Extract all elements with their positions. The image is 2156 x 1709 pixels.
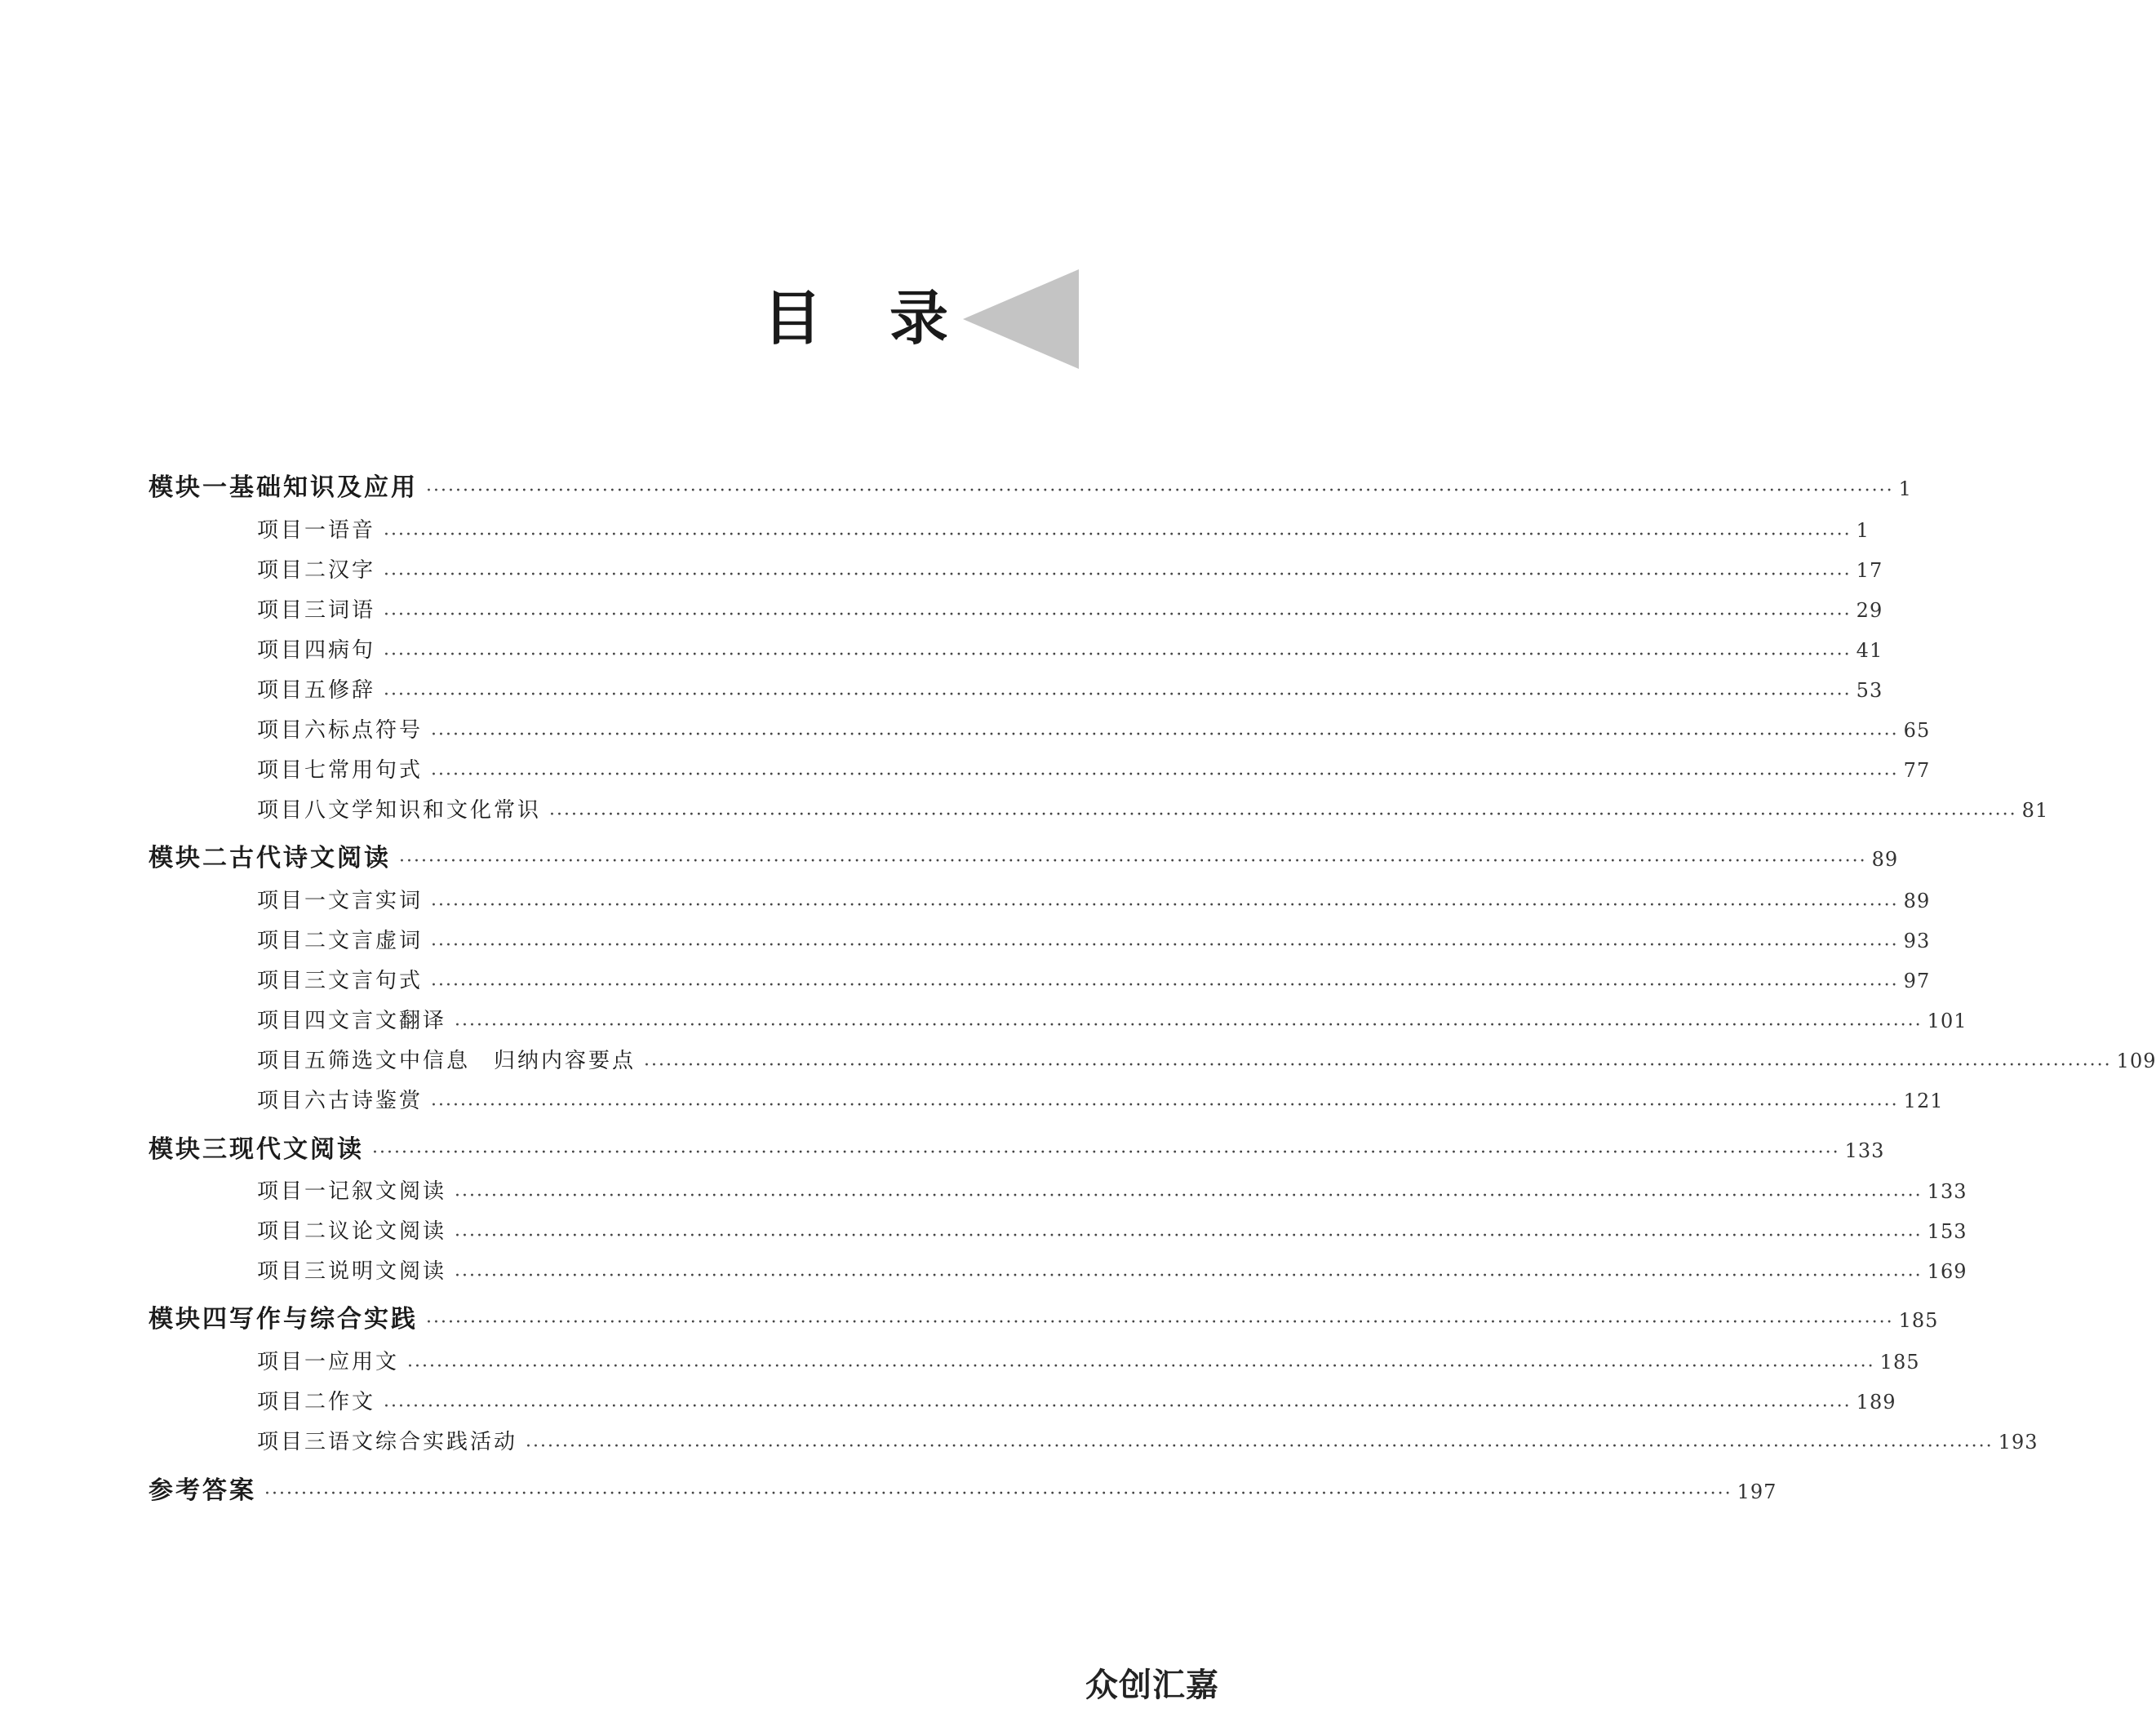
- dot-leader: ········································································································································································································: [431, 1094, 1899, 1116]
- page-number: 89: [1871, 848, 1899, 871]
- item-title: 议论文阅读: [328, 1219, 447, 1244]
- dot-leader: ········································································································································································································: [384, 644, 1852, 665]
- dot-leader: ········································································································································································································: [644, 1054, 2112, 1076]
- module-number: 模块四: [149, 1305, 229, 1334]
- toc-item-row: [257, 593, 1883, 625]
- toc-module-row: [149, 467, 1912, 503]
- item-number: 项目四: [257, 638, 329, 663]
- toc-item-row: [257, 1345, 1920, 1377]
- item-title: 文言实词: [328, 889, 424, 913]
- item-title: 应用文: [328, 1350, 400, 1374]
- item-title: 语文综合实践活动: [328, 1430, 518, 1454]
- item-number: 项目八: [257, 798, 329, 823]
- item-title: 文学知识和文化常识: [328, 798, 542, 823]
- toc-item-row: [257, 1174, 1967, 1206]
- toc-item-row: [257, 633, 1883, 665]
- toc-module-row: [149, 1298, 1939, 1334]
- dot-leader: ········································································································································································································: [384, 524, 1852, 545]
- toc-item-row: [257, 1044, 2156, 1076]
- item-title: 修辞: [328, 678, 376, 703]
- page-number: 101: [1927, 1010, 1967, 1032]
- toc-item-row: [257, 713, 1931, 745]
- toc-item-row: [257, 1214, 1967, 1246]
- dot-leader: ········································································································································································································: [384, 684, 1852, 705]
- module-title: 参考答案: [149, 1476, 256, 1505]
- page-number: 17: [1856, 559, 1883, 582]
- toc-item-row: [257, 1385, 1896, 1417]
- module-number: 模块一: [149, 473, 229, 502]
- item-number: 项目三: [257, 1430, 329, 1454]
- item-number: 项目二: [257, 1390, 329, 1414]
- toc-module-row: [149, 1129, 1885, 1165]
- item-number: 项目一: [257, 1350, 329, 1374]
- item-title: 文言句式: [328, 969, 424, 993]
- item-title: 筛选文中信息 归纳内容要点: [328, 1049, 637, 1073]
- page-number: 109: [2116, 1050, 2156, 1072]
- item-number: 项目三: [257, 969, 329, 993]
- toc-item-row: [257, 553, 1883, 585]
- module-title: 基础知识及应用: [229, 473, 418, 502]
- item-number: 项目一: [257, 1179, 329, 1204]
- toc-item-row: [257, 793, 2049, 825]
- page-number: 65: [1903, 719, 1931, 742]
- item-title: 常用句式: [328, 758, 424, 783]
- item-number: 项目五: [257, 1049, 329, 1073]
- dot-leader: ········································································································································································································: [384, 604, 1852, 625]
- watermark-logo: 众创汇嘉: [1085, 1667, 1219, 1704]
- toc-item-row: [257, 513, 1870, 545]
- page-number: 53: [1856, 679, 1883, 702]
- page-number: 1: [1856, 519, 1870, 542]
- item-title: 词语: [328, 598, 376, 623]
- item-title: 汉字: [328, 558, 376, 583]
- dot-leader: ········································································································································································································: [372, 1143, 1840, 1163]
- page-number: 197: [1737, 1480, 1777, 1503]
- page-number: 189: [1856, 1391, 1896, 1414]
- dot-leader: ········································································································································································································: [455, 1225, 1923, 1246]
- toc-item-row: [257, 884, 1931, 916]
- dot-leader: ········································································································································································································: [526, 1436, 1994, 1457]
- item-number: 项目五: [257, 678, 329, 703]
- page-number: 81: [2021, 799, 2049, 822]
- item-title: 病句: [328, 638, 376, 663]
- dot-leader: ········································································································································································································: [431, 894, 1899, 916]
- module-title: 写作与综合实践: [229, 1305, 418, 1334]
- dot-leader: ········································································································································································································: [399, 851, 1867, 872]
- item-number: 项目三: [257, 598, 329, 623]
- item-number: 项目六: [257, 718, 329, 743]
- module-title: 古代诗文阅读: [229, 844, 391, 872]
- dot-leader: ········································································································································································································: [455, 1265, 1923, 1286]
- page-number: 93: [1903, 930, 1931, 952]
- page-number: 185: [1898, 1309, 1939, 1332]
- dot-leader: ········································································································································································································: [264, 1484, 1732, 1504]
- dot-leader: ········································································································································································································: [426, 481, 1894, 501]
- toc-item-row: [257, 1425, 2038, 1457]
- page-number: 97: [1903, 970, 1931, 992]
- toc-module-row: [149, 1470, 1777, 1506]
- item-number: 项目六: [257, 1089, 329, 1113]
- toc-item-row: [257, 1084, 1944, 1116]
- item-number: 项目四: [257, 1009, 329, 1033]
- item-title: 作文: [328, 1390, 376, 1414]
- dot-leader: ········································································································································································································: [549, 804, 2017, 825]
- dot-leader: ········································································································································································································: [455, 1014, 1923, 1036]
- title-char-2: 录: [889, 284, 949, 353]
- dot-leader: ········································································································································································································: [431, 974, 1899, 996]
- module-number: 模块三: [149, 1135, 229, 1164]
- page-number: 133: [1844, 1139, 1885, 1162]
- toc-item-row: [257, 1004, 1967, 1036]
- item-number: 项目二: [257, 558, 329, 583]
- title-char-1: 目: [763, 284, 823, 353]
- item-title: 说明文阅读: [328, 1259, 447, 1284]
- dot-leader: ········································································································································································································: [426, 1312, 1894, 1333]
- page-number: 193: [1998, 1431, 2038, 1454]
- item-number: 项目三: [257, 1259, 329, 1284]
- page-number: 133: [1927, 1180, 1967, 1203]
- page-number: 185: [1879, 1351, 1920, 1374]
- toc-item-row: [257, 924, 1931, 956]
- page-number: 41: [1856, 639, 1883, 662]
- dot-leader: ········································································································································································································: [384, 1396, 1852, 1417]
- page-number: 121: [1903, 1090, 1944, 1112]
- item-number: 项目一: [257, 889, 329, 913]
- item-number: 项目二: [257, 929, 329, 953]
- page-number: 29: [1856, 599, 1883, 622]
- toc-item-row: [257, 753, 1931, 785]
- item-title: 文言虚词: [328, 929, 424, 953]
- dot-leader: ········································································································································································································: [455, 1185, 1923, 1206]
- module-title: 现代文阅读: [229, 1135, 364, 1164]
- dot-leader: ········································································································································································································: [431, 764, 1899, 785]
- item-title: 标点符号: [328, 718, 424, 743]
- toc-item-row: [257, 673, 1883, 705]
- item-number: 项目一: [257, 518, 329, 543]
- page-number: 153: [1927, 1220, 1967, 1243]
- page-number: 169: [1927, 1260, 1967, 1283]
- item-number: 项目二: [257, 1219, 329, 1244]
- item-title: 语音: [328, 518, 376, 543]
- toc-item-row: [257, 1254, 1967, 1286]
- dot-leader: ········································································································································································································: [431, 934, 1899, 956]
- page-number: 1: [1898, 477, 1912, 500]
- item-title: 古诗鉴赏: [328, 1089, 424, 1113]
- item-number: 项目七: [257, 758, 329, 783]
- dot-leader: ········································································································································································································: [384, 564, 1852, 585]
- item-title: 记叙文阅读: [328, 1179, 447, 1204]
- page-number: 77: [1903, 759, 1931, 782]
- page-number: 89: [1903, 890, 1931, 912]
- module-number: 模块二: [149, 844, 229, 872]
- item-title: 文言文翻译: [328, 1009, 447, 1033]
- dot-leader: ········································································································································································································: [431, 724, 1899, 745]
- dot-leader: ········································································································································································································: [407, 1356, 1875, 1377]
- toc-module-row: [149, 837, 1899, 873]
- toc-item-row: [257, 964, 1931, 996]
